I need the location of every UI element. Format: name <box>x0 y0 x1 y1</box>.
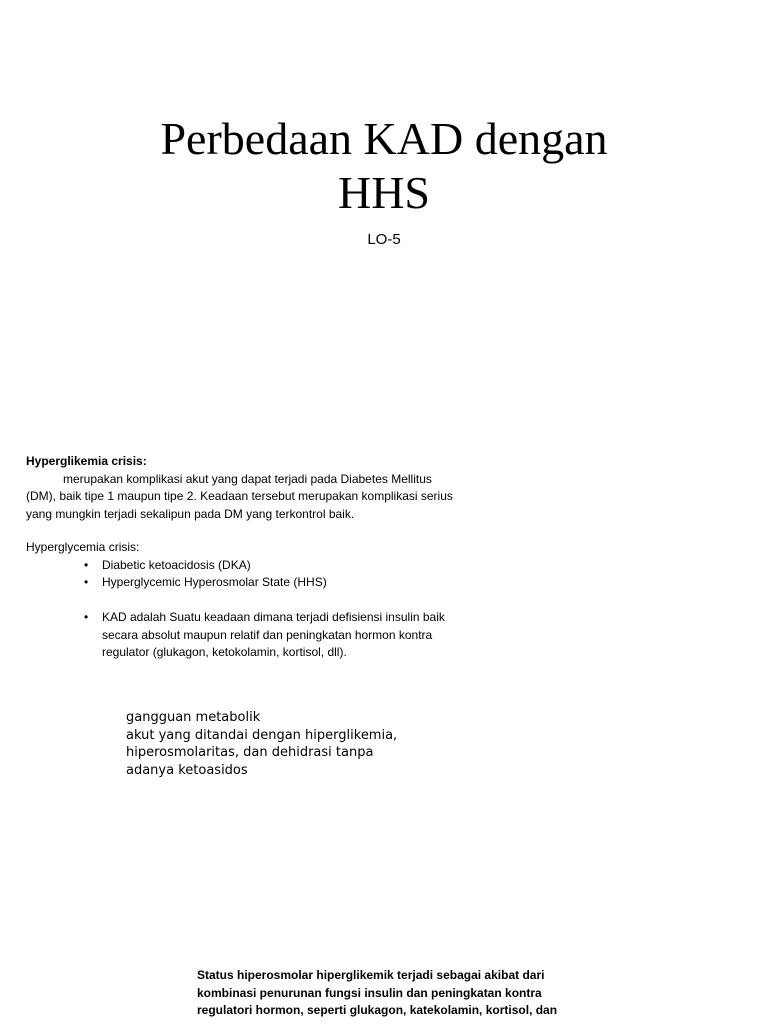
bullet-list <box>26 557 526 662</box>
page-title <box>0 112 768 220</box>
text-line: gangguan metabolik <box>126 710 261 725</box>
list-item-text: KAD adalah Suatu keadaan dimana terjadi defisiensi insulin baik <box>102 610 445 624</box>
list-item-text: Hyperglycemic Hyperosmolar State (HHS) <box>102 575 327 589</box>
bullet-icon: • <box>84 610 89 624</box>
list-item-text: regulator (glukagon, ketokolamin, kortisol, dll). <box>102 645 347 659</box>
text-line: yang mungkin terjadi sekalipun pada DM yang terkontrol baik. <box>26 506 355 521</box>
hyperglikemia-crisis-section <box>26 453 526 523</box>
bullet-icon: • <box>84 575 89 589</box>
bullet-icon: • <box>84 557 89 572</box>
text-line: merupakan komplikasi akut yang dapat terjadi pada Diabetes Mellitus <box>63 471 432 486</box>
text-line: Status hiperosmolar hiperglikemik terjadi sebagai akibat dari <box>197 968 545 982</box>
list-item <box>84 609 526 662</box>
list-item <box>84 574 526 592</box>
section-heading: Hyperglikemia crisis: <box>26 454 147 468</box>
spacer <box>84 592 526 610</box>
subtitle: LO-5 <box>367 231 401 248</box>
title-line-1: Perbedaan KAD dengan <box>160 113 608 164</box>
list-item <box>84 557 526 575</box>
text-line: adanya ketoasidos <box>126 762 248 778</box>
title-line-2: HHS <box>337 167 431 218</box>
text-line: akut yang ditandai dengan hiperglikemia, <box>126 727 398 743</box>
text-line: regulatori hormon, seperti glukagon, katekolamin, kortisol, dan <box>197 1003 558 1017</box>
hhs-definition-textbox <box>126 709 426 779</box>
text-line: kombinasi penurunan fungsi insulin dan peningkatan kontra <box>197 985 542 1000</box>
section-heading: Hyperglycemia crisis: <box>26 540 140 554</box>
text-line: (DM), baik tipe 1 maupun tipe 2. Keadaan tersebut merupakan komplikasi serius <box>26 489 453 503</box>
list-item-text: secara absolut maupun relatif dan peningkatan hormon kontra <box>102 627 433 642</box>
hyperglycemia-crisis-section <box>26 539 526 662</box>
list-item-text: Diabetic ketoacidosis (DKA) <box>102 557 251 572</box>
text-line: hiperosmolaritas, dan dehidrasi tanpa <box>126 745 374 760</box>
hhs-status-paragraph <box>197 967 577 1020</box>
